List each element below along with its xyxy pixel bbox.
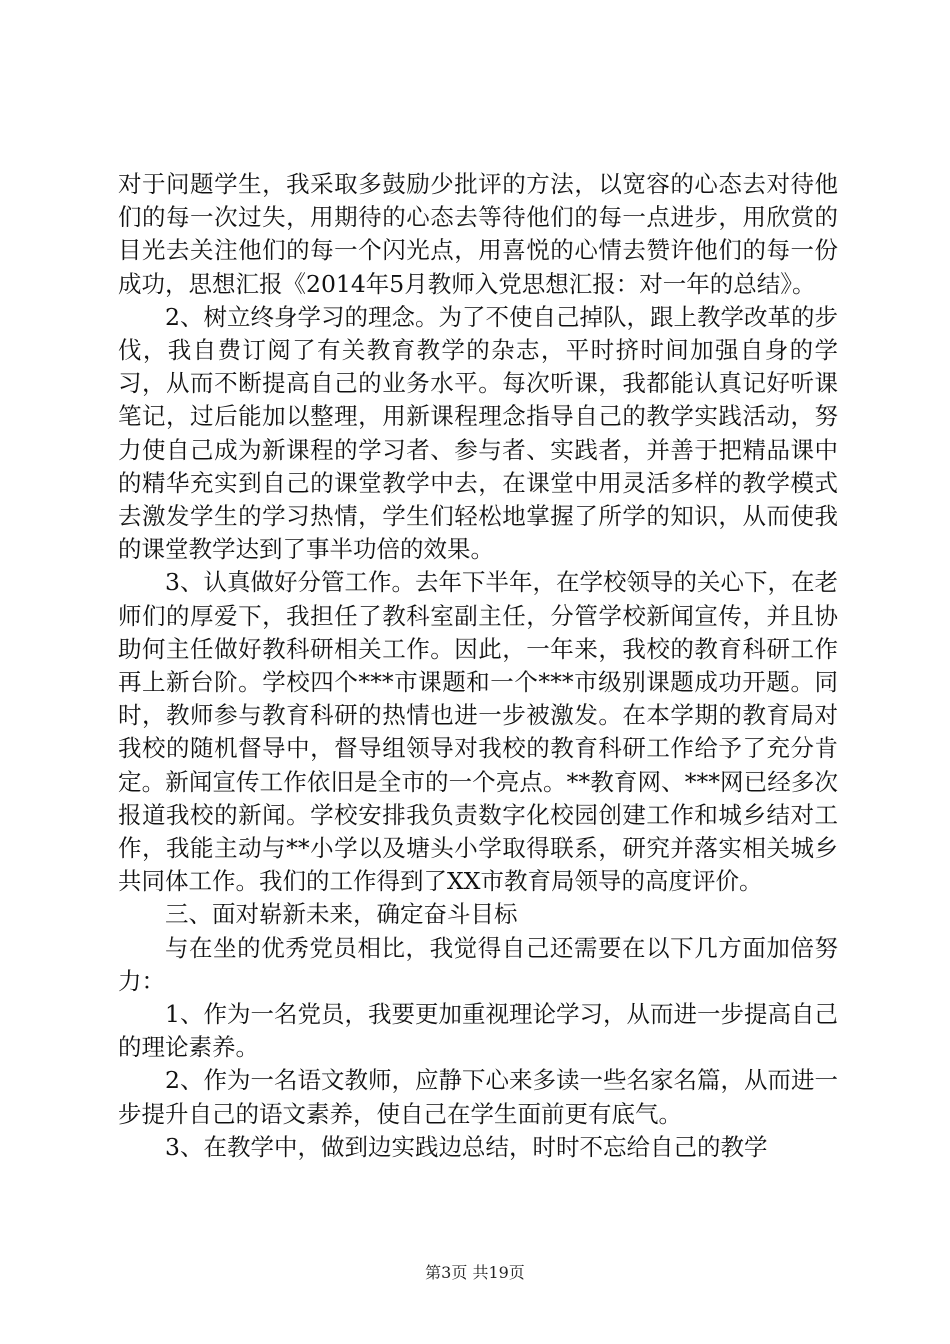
paragraph-8: 3、在教学中，做到边实践边总结，时时不忘给自己的教学 — [165, 1132, 768, 1161]
paragraph-7: 2、作为一名语文教师，应静下心来多读一些名家名篇，从而进一步提升自己的语文素养，使自己在学生面前更有底气。 — [118, 1066, 838, 1128]
document-body — [118, 168, 838, 1164]
paragraph-1: 对于问题学生，我采取多鼓励少批评的方法，以宽容的心态去对待他们的每一次过失，用期待的心态去等待他们的每一点进步，用欣赏的目光去关注他们的每一个闪光点，用喜悦的心情去赞许他们的每一份成功，思想汇报《2014年5月教师入党思想汇报：对一年的总结》。 — [118, 170, 838, 298]
paragraph-3: 3、认真做好分管工作。去年下半年，在学校领导的关心下，在老师们的厚爱下，我担任了教科室副主任，分管学校新闻宣传，并且协助何主任做好教科研相关工作。因此，一年来，我校的教育科研工作再上新台阶。学校四个***市课题和一个***市级别课题成功开题。同时，教师参与教育科研的热情也进一步被激发。在本学期的教育局对我校的随机督导中，督导组领导对我校的教育科研工作给予了充分肯定。新闻宣传工作依旧是全市的一个亮点。**教育网、***网已经多次报道我校的新闻。学校安排我负责数字化校园创建工作和城乡结对工作，我能主动与**小学以及塘头小学取得联系，研究并落实相关城乡共同体工作。我们的工作得到了XX市教育局领导的高度评价。 — [118, 568, 838, 896]
section-heading: 三、面对崭新未来，确定奋斗目标 — [165, 900, 518, 929]
page-footer: 第3页 共19页 — [425, 1263, 525, 1282]
paragraph-2: 2、树立终身学习的理念。为了不使自己掉队，跟上教学改革的步伐，我自费订阅了有关教育教学的杂志，平时挤时间加强自身的学习，从而不断提高自己的业务水平。每次听课，我都能认真记好听课笔记，过后能加以整理，用新课程理念指导自己的教学实践活动，努力使自己成为新课程的学习者、参与者、实践者，并善于把精品课中的精华充实到自己的课堂教学中去，在课堂中用灵活多样的教学模式去激发学生的学习热情，学生们轻松地掌握了所学的知识，从而使我的课堂教学达到了事半功倍的效果。 — [118, 302, 838, 564]
paragraph-5: 与在坐的优秀党员相比，我觉得自己还需要在以下几方面加倍努力： — [118, 933, 838, 995]
paragraph-6: 1、作为一名党员，我要更加重视理论学习，从而进一步提高自己的理论素养。 — [118, 1000, 838, 1062]
